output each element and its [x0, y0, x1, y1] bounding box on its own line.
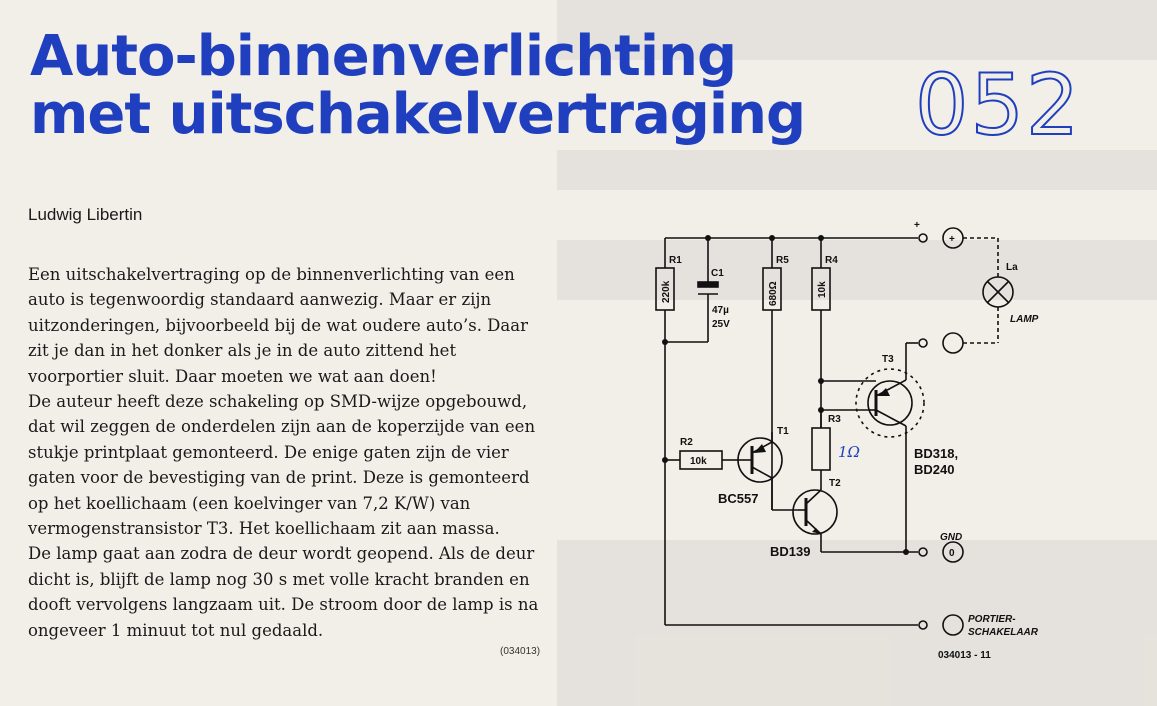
t1-name: T1 — [777, 426, 789, 437]
title-line-1: Auto-binnenverlichting — [30, 24, 737, 89]
t3-name: T3 — [882, 354, 894, 365]
r4-value: 10k — [817, 281, 828, 298]
r2-value: 10k — [690, 456, 707, 467]
r4-name: R4 — [825, 255, 838, 266]
c1-name: C1 — [711, 268, 724, 279]
lamp-label: LAMP — [1010, 314, 1039, 325]
plus-label: + — [914, 220, 920, 231]
article-body — [28, 262, 548, 643]
r3-handwritten: 1Ω — [838, 443, 860, 461]
figure-reference: 034013 - 11 — [938, 650, 991, 661]
circuit-schematic — [600, 210, 1157, 680]
c1-value: 47µ — [712, 305, 729, 316]
t3-type-1: BD318, — [914, 446, 959, 461]
t3-type-2: BD240 — [914, 462, 955, 477]
c1-voltage: 25V — [712, 319, 730, 330]
paragraph: De auteur heeft deze schakeling op SMD-wijze opgebouwd, dat wil zeggen de onderdelen zijn aan de koperzijde van een stukje printplaat gemonteerd. De enige gaten zijn de vier gaten voor de bevestiging van de print. Deze is gemonteerd op het koellichaam (een koelvinger van 7,2 K/W) van vermogenstransistor T3. Het koellichaam zit aan massa. — [28, 392, 536, 539]
r5-name: R5 — [776, 255, 789, 266]
title-line-2: met uitschakelvertraging — [30, 82, 806, 147]
switch-label-1: PORTIER- — [968, 614, 1016, 625]
lamp-name: La — [1006, 262, 1018, 273]
gnd-label: GND — [940, 532, 963, 543]
article-title — [30, 24, 806, 147]
article-number: 052 — [915, 56, 1082, 154]
t1-type: BC557 — [718, 491, 759, 506]
paragraph: Een uitschakelvertraging op de binnenverlichting van een auto is tegenwoordig standaard aanwezig. Maar er zijn uitzonderingen, bijvoorbeeld bij de wat oudere auto’s. Daar zit je dan in het donker als je in de auto zittend het voorportier sluit. Daar moeten we wat aan doen! — [28, 265, 528, 386]
t2-type: BD139 — [770, 544, 811, 559]
r5-value: 680Ω — [768, 281, 779, 306]
r1-value: 220k — [661, 280, 672, 303]
article-code: (034013) — [500, 646, 541, 657]
r1-name: R1 — [669, 255, 682, 266]
t2-name: T2 — [829, 478, 841, 489]
r3-name: R3 — [828, 414, 841, 425]
paragraph: De lamp gaat aan zodra de deur wordt geopend. Als de deur dicht is, blijft de lamp nog 30 s met volle kracht branden en dooft vervolgens langzaam uit. De stroom door de lamp is na ongeveer 1 minuut tot nul gedaald. — [28, 544, 539, 640]
plus-terminal: + — [949, 234, 955, 245]
author: Ludwig Libertin — [28, 205, 143, 224]
switch-label-2: SCHAKELAAR — [968, 627, 1038, 638]
r2-name: R2 — [680, 437, 693, 448]
gnd-terminal: 0 — [949, 548, 955, 559]
